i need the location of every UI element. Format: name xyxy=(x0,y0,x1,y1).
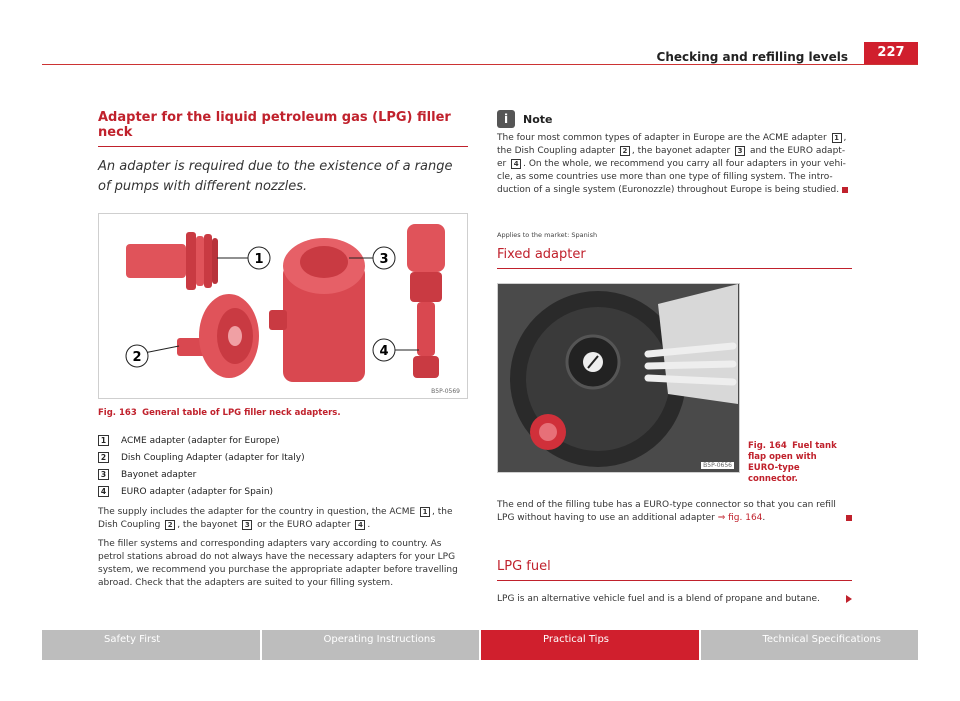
section-title: Adapter for the liquid petroleum gas (LPG) filler neck xyxy=(98,110,468,147)
legend-item: 2 Dish Coupling Adapter (adapter for Italy) xyxy=(98,449,468,466)
callout-2 xyxy=(126,345,148,367)
lpg-fuel-title: LPG fuel xyxy=(497,559,852,581)
tab-practical-tips[interactable]: Practical Tips xyxy=(481,630,699,660)
adapter-legend xyxy=(98,432,468,500)
tab-technical-specifications[interactable]: Technical Specifications xyxy=(701,630,919,660)
note-info-icon: i xyxy=(497,110,515,128)
svg-text:3: 3 xyxy=(379,252,389,267)
note-paragraph: The four most common types of adapter in Europe are the ACME adapter 1 , the Dish Coupling adapter 2 , the bayonet adapter 3 and the EURO adapt-er 4 . On the whole, we recommend you carry all four adapters in your vehi-cle, as some countries use more than one type of filling system. The intro-duction of a single system (Euronozzle) throughout Europe is being studied. xyxy=(497,133,847,195)
callout-3 xyxy=(373,247,395,269)
legend-item: 3 Bayonet adapter xyxy=(98,466,468,483)
figure-caption: Fig. 164 Fuel tank flap open with EURO-type connector. xyxy=(748,441,837,484)
figure-code: B5P-0569 xyxy=(431,388,460,395)
header-rule xyxy=(42,64,918,65)
callout-4 xyxy=(373,339,395,361)
figure-link[interactable]: ⇒ fig. 164 xyxy=(717,513,763,523)
supply-paragraph: The supply includes the adapter for the country in question, the ACME 1 , the Dish Coupling 2 , the bayonet 3 or the EURO adapter 4 . xyxy=(98,507,453,530)
svg-text:2: 2 xyxy=(132,350,142,365)
fuel-flap-illustration xyxy=(498,284,739,472)
page-number: 227 xyxy=(864,42,918,64)
svg-text:1: 1 xyxy=(254,252,264,267)
legend-item: 1 ACME adapter (adapter for Europe) xyxy=(98,432,468,449)
footer-tabs xyxy=(42,630,918,660)
continue-arrow-icon xyxy=(846,595,852,603)
figure-code: B5P-0656 xyxy=(703,462,732,469)
right-column xyxy=(497,110,852,606)
figure-fuel-flap xyxy=(497,283,740,473)
callout-1 xyxy=(248,247,270,269)
svg-text:4: 4 xyxy=(379,344,389,359)
figure-lpg-adapters xyxy=(98,213,468,399)
fixed-adapter-title: Fixed adapter xyxy=(497,247,852,269)
end-marker-icon xyxy=(846,515,852,521)
lpg-adapters-illustration xyxy=(99,214,467,398)
left-column xyxy=(98,110,468,590)
end-marker-icon xyxy=(842,187,848,193)
intro-text: An adapter is required due to the existence of a range of pumps with different nozzles. xyxy=(98,159,453,194)
tab-safety-first[interactable]: Safety First xyxy=(42,630,260,660)
figure-caption: Fig. 163 General table of LPG filler neck adapters. xyxy=(98,408,341,418)
note-heading: i Note xyxy=(497,110,852,128)
running-header: Checking and refilling levels xyxy=(656,50,848,64)
legend-item: 4 EURO adapter (adapter for Spain) xyxy=(98,483,468,500)
filler-systems-paragraph: The filler systems and corresponding adapters vary according to country. As petrol stations abroad do not always have the necessary adapters for your LPG system, we recommend you purchase the appropriate adapter before travelling abroad. Check that the adapters are suited to your filling system. xyxy=(98,539,458,588)
fixed-adapter-paragraph: The end of the filling tube has a EURO-type connector so that you can refill LPG without having to use an additional adapter ⇒ fig. 164. xyxy=(497,499,852,525)
figure-164-row xyxy=(497,283,852,485)
tab-operating-instructions[interactable]: Operating Instructions xyxy=(262,630,480,660)
lpg-fuel-paragraph: LPG is an alternative vehicle fuel and is a blend of propane and butane. xyxy=(497,593,852,606)
market-applicability: Applies to the market: Spanish xyxy=(497,231,598,239)
